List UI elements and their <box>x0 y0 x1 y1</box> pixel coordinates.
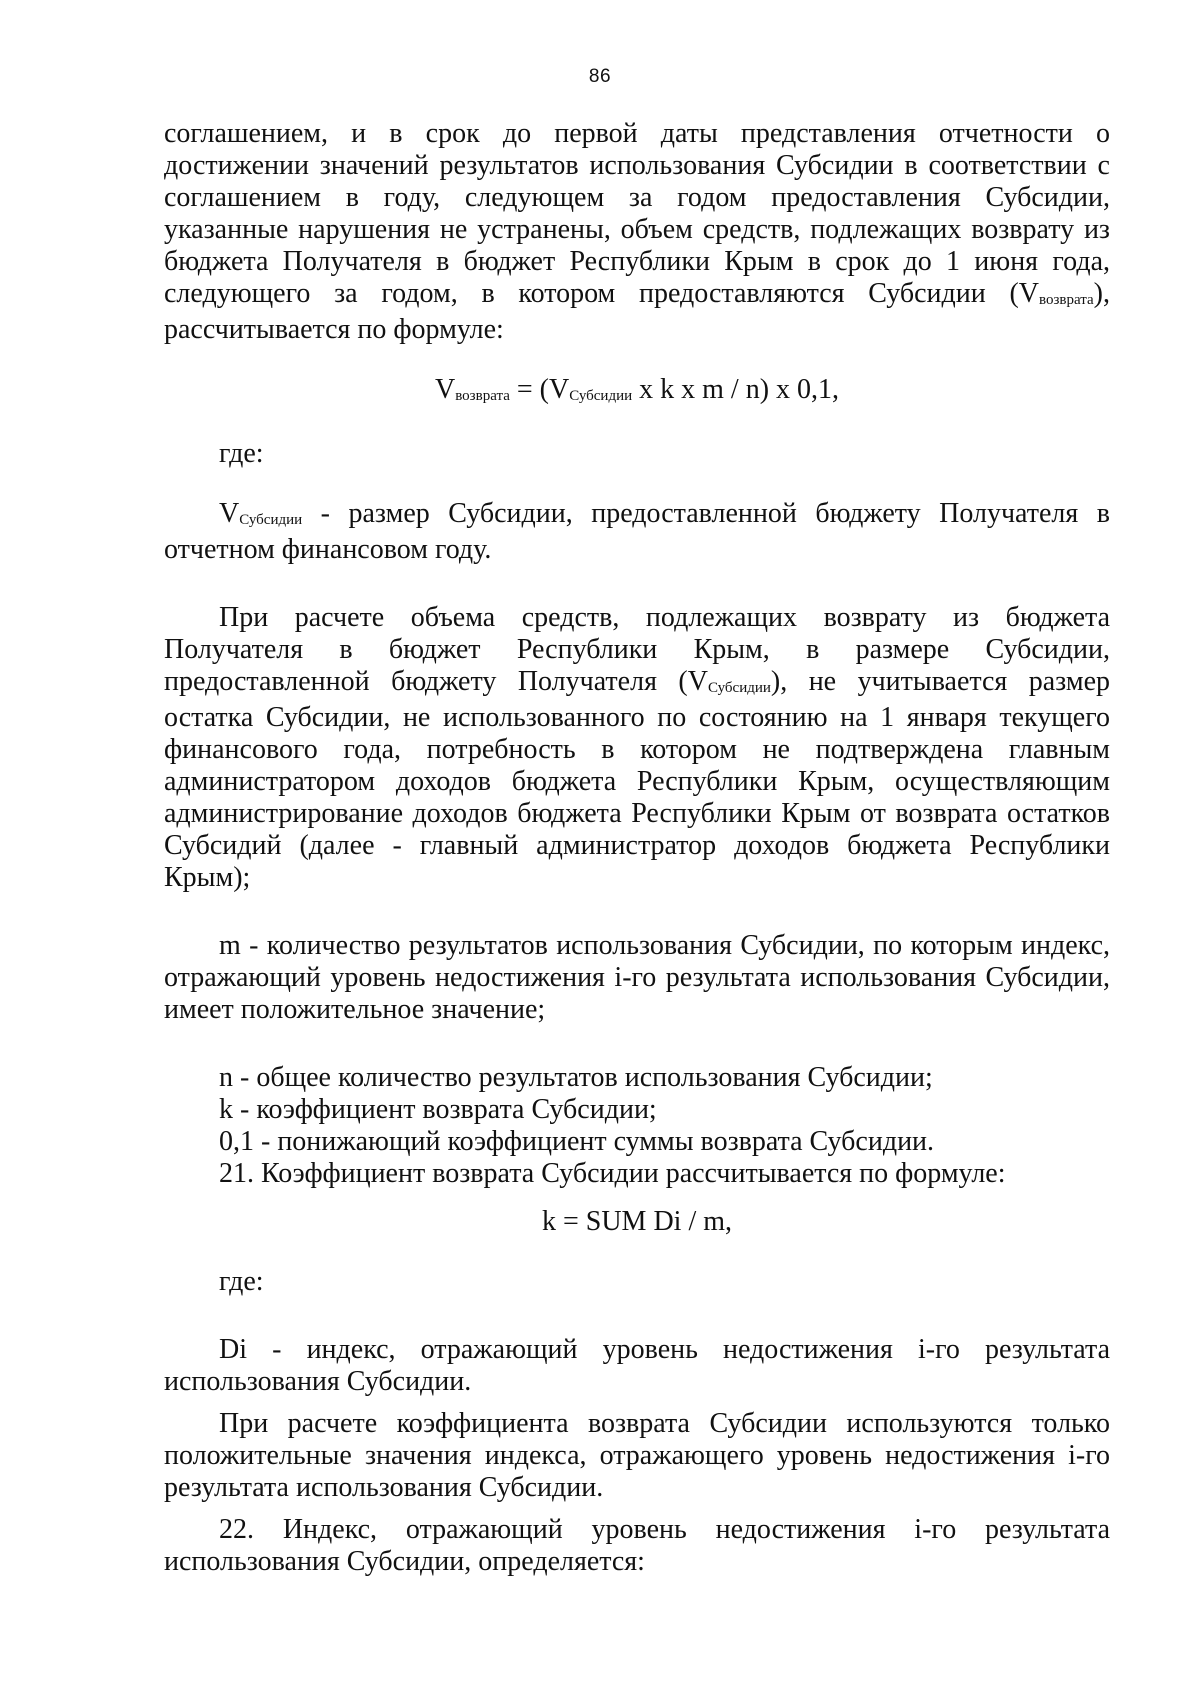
item-21: 21. Коэффициент возврата Субсидии рассчитывается по формуле: <box>219 1158 1006 1189</box>
subscript: возврата <box>1039 292 1094 308</box>
document-body <box>164 118 1110 1578</box>
definition-m: m - количество результатов использования Субсидии, по которым индекс, отражающий уровень недостижения i-го результата использования Субсидии, имеет положительное значение; <box>164 930 1110 1025</box>
page-number: 86 <box>588 66 612 87</box>
subscript: Субсидии <box>239 512 303 528</box>
definition-n: n - общее количество результатов использования Субсидии; <box>219 1062 933 1093</box>
paragraph-text: ), рассчитывается по формуле: <box>164 278 1110 345</box>
where-label: где: <box>219 1266 264 1297</box>
paragraph-text: соглашением, и в срок до первой даты представления отчетности о достижении значений результатов использования Субсидии в соответствии с соглашением в году, следующем за годом предоставления Субсидии, указанные нарушения не устранены, объем средств, подлежащих возврату из бюджета Получателя в бюджет Республики Крым в срок до 1 июня года, следующего за годом, в котором предоставляются Субсидии (V <box>164 118 1110 309</box>
where-label: где: <box>219 438 264 469</box>
definition-coefficient-01: 0,1 - понижающий коэффициент суммы возврата Субсидии. <box>219 1126 935 1157</box>
paragraph-calculation-note: При расчете объема средств, подлежащих возврату из бюджета Получателя в бюджет Республики Крым, в размере Субсидии, предоставленной бюджету Получателя (VСубсидии), не учитывается размер остатка Субсидии, не использованного по состоянию на 1 января текущего финансового года, потребность в котором не подтверждена главным администратором доходов бюджета Республики Крым, осуществляющим администрирование доходов бюджета Республики Крым от возврата остатков Субсидий (далее - главный администратор доходов бюджета Республики Крым); <box>164 602 1110 893</box>
subscript: Субсидии <box>707 680 771 696</box>
paragraph-return-volume <box>164 118 1110 346</box>
definition-v-subsidy: VСубсидии - размер Субсидии, предоставленной бюджету Получателя в отчетном финансовом году. <box>164 498 1110 565</box>
subscript: возврата <box>455 388 510 404</box>
formula-k: k = SUM Di / m, <box>541 1206 733 1237</box>
subscript: Субсидии <box>569 388 633 404</box>
definition-k: k - коэффициент возврата Субсидии; <box>219 1094 657 1125</box>
formula-return-volume: Vвозврата = (VСубсидии x k x m / n) x 0,1, <box>434 374 840 405</box>
definition-di: Di - индекс, отражающий уровень недостижения i-го результата использования Субсидии. <box>164 1334 1110 1397</box>
paragraph-positive-values: При расчете коэффициента возврата Субсидии используются только положительные значения индекса, отражающего уровень недостижения i-го результата использования Субсидии. <box>164 1408 1110 1503</box>
item-22: 22. Индекс, отражающий уровень недостижения i-го результата использования Субсидии, определяется: <box>164 1514 1110 1577</box>
